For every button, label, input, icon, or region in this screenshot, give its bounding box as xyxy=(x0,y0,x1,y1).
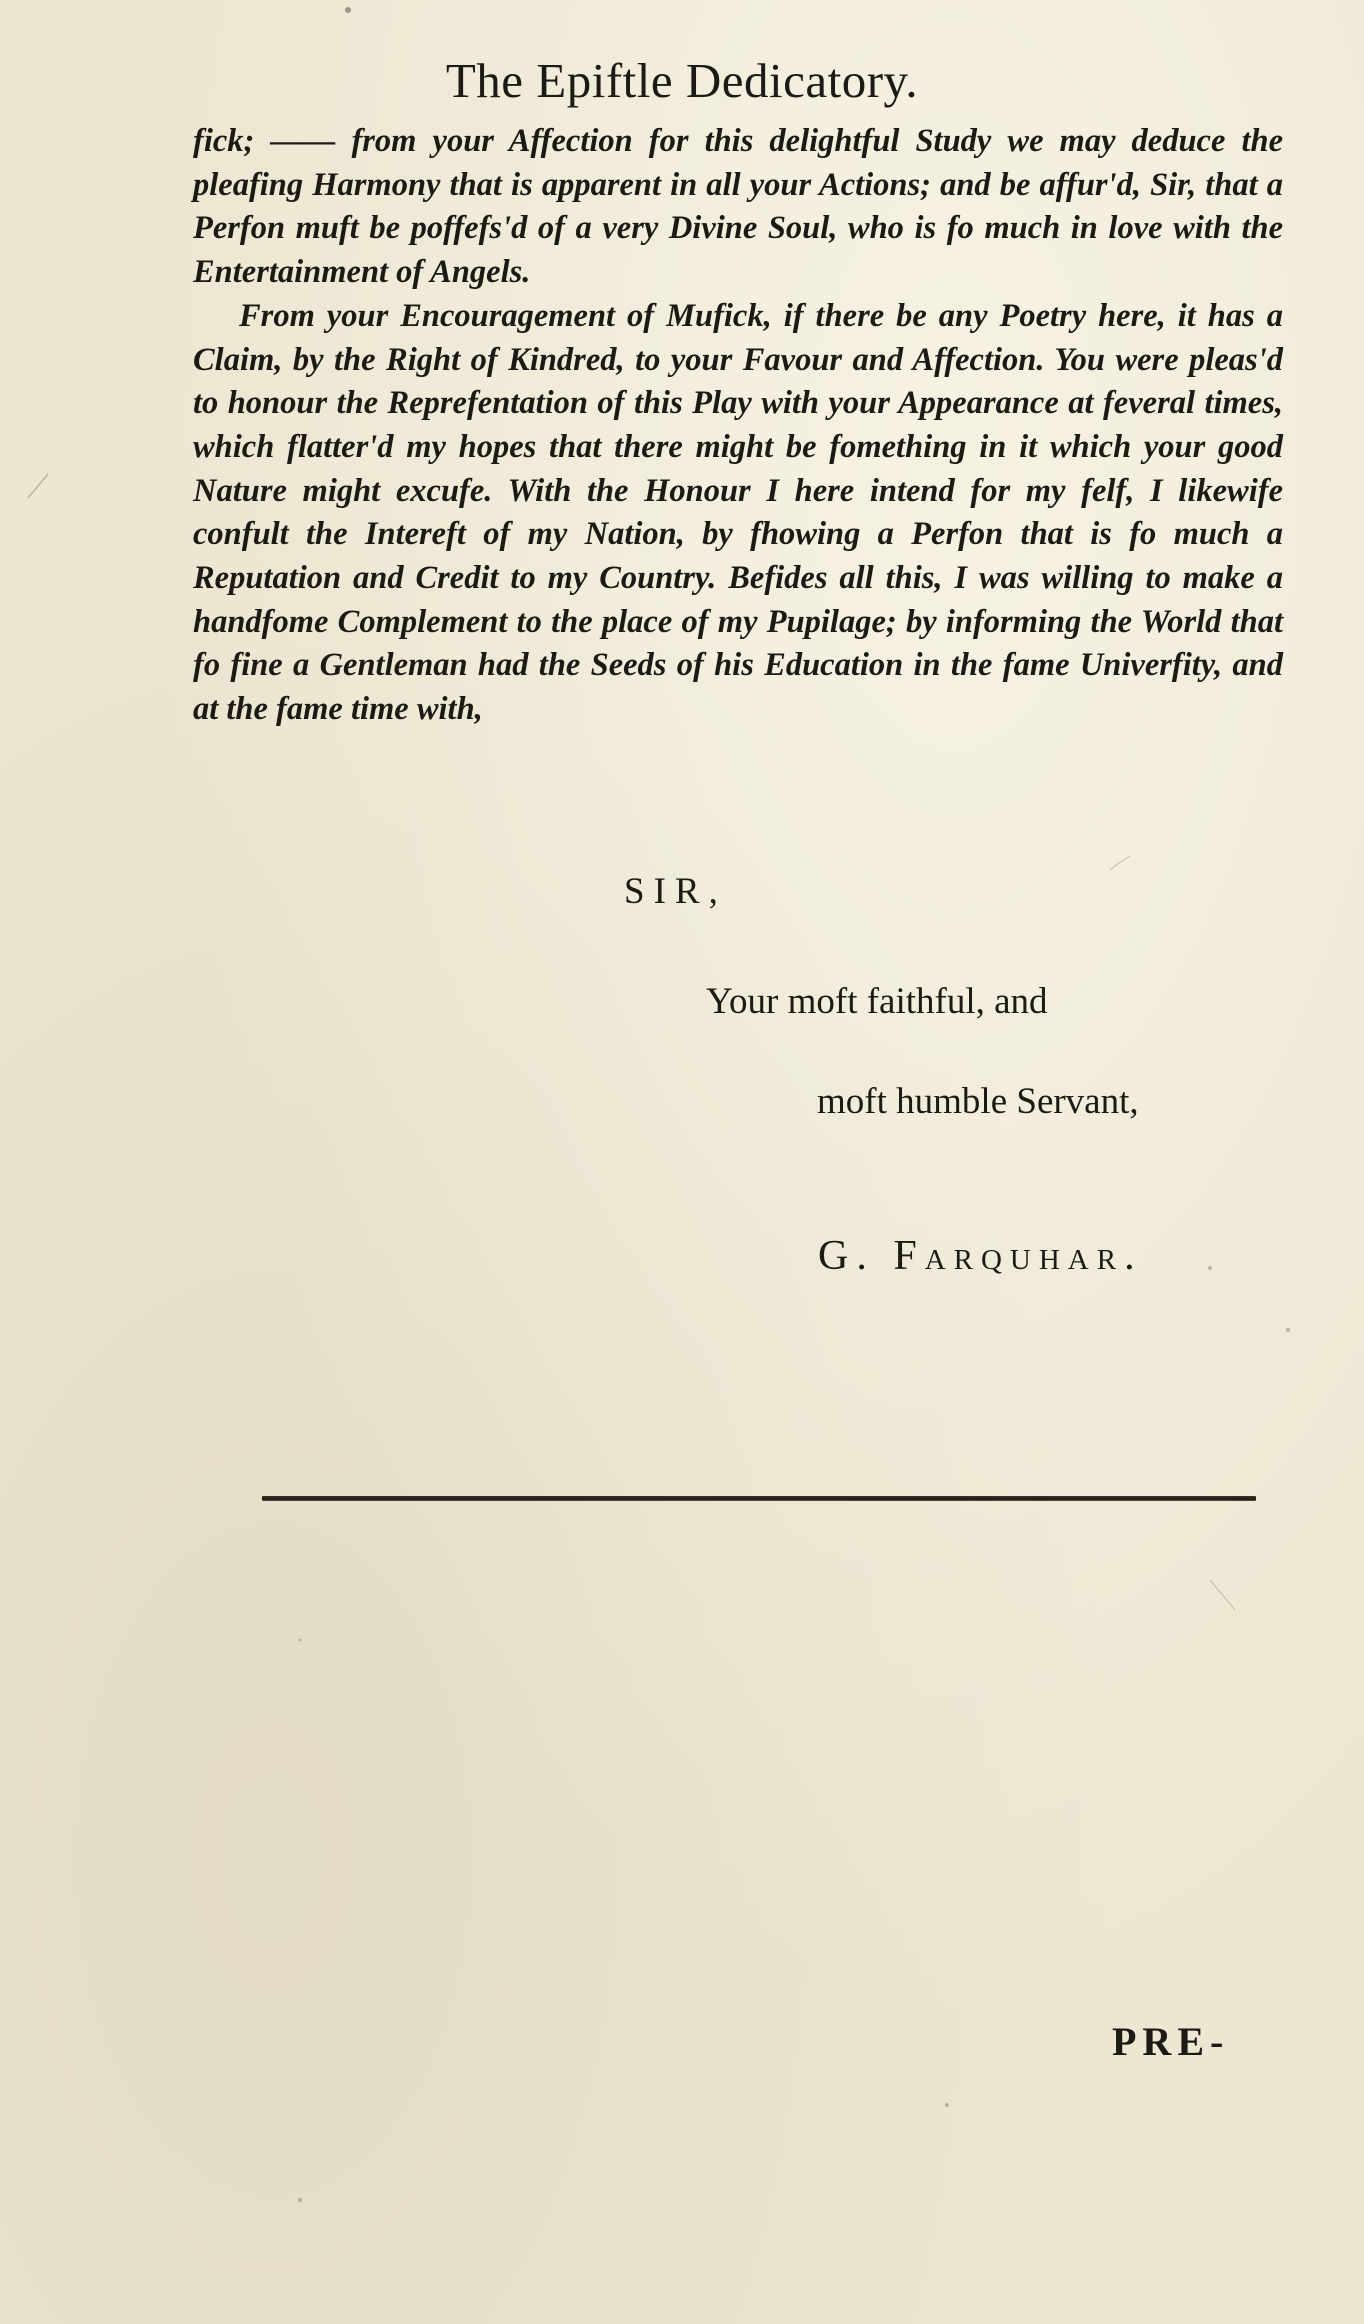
paragraph-1: fick; —— from your Affection for this delightful Study we may deduce the pleafing Harmony that is apparent in all your Actions; and be affur'd, Sir, that a Perfon muft be poffefs'd of a very Divine Soul, who is fo much in love with the Entertainment of Angels. xyxy=(193,123,1283,291)
signature: G. Farquhar. xyxy=(818,1233,1143,1279)
horizontal-rule xyxy=(262,1496,1256,1501)
running-head: The Epiftle Dedicatory. xyxy=(445,53,919,108)
paragraph-2: From your Encouragement of Mufick, if there be any Poetry here, it has a Claim, by the Right of Kindred, to your Favour and Affection. You were pleas'd to honour the Reprefentation of this Play with your Appearance at feveral times, which flatter'd my hopes that there might be fomething in it which your good Nature might excufe. With the Honour I here intend for my felf, I likewife confult the Intereft of my Nation, by fhowing a Perfon that is fo much a Reputation and Credit to my Country. Befides all this, I was willing to make a handfome Complement to the place of my Pupilage; by informing the World that fo fine a Gentleman had the Seeds of his Education in the fame Univerfity, and at the fame time with, xyxy=(193,297,1283,728)
catchword: PRE- xyxy=(1112,2019,1230,2064)
salutation: SIR, xyxy=(624,871,727,912)
dedication-body xyxy=(193,120,1283,732)
closing-line-1: Your moft faithful, and xyxy=(706,981,1048,1022)
closing-line-2: moft humble Servant, xyxy=(817,1081,1139,1122)
